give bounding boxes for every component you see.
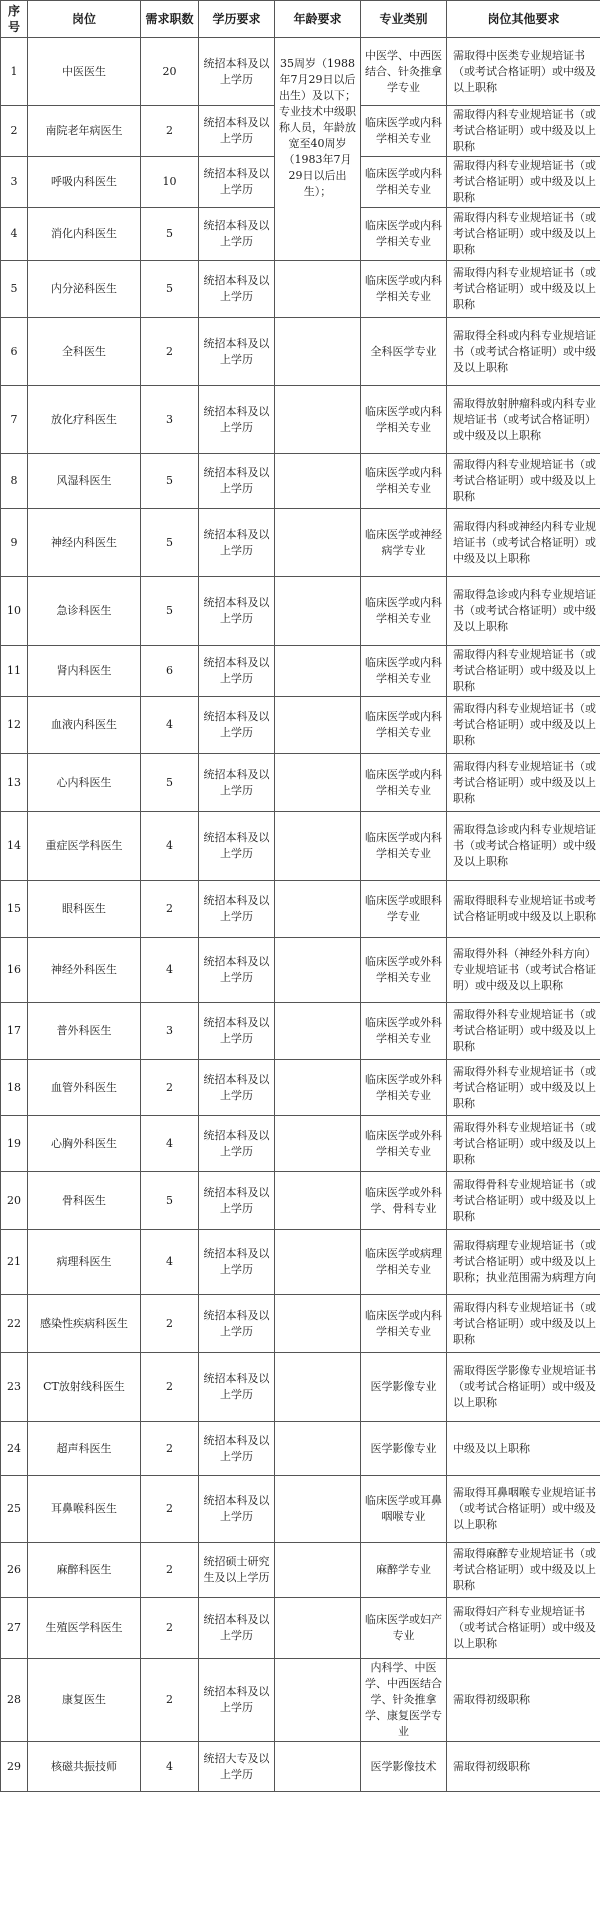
row-education: 统招本科及以上学历 xyxy=(199,1295,275,1353)
table-row xyxy=(1,1172,600,1230)
row-count: 6 xyxy=(141,646,199,697)
row-count: 2 xyxy=(141,1476,199,1543)
row-major: 医学影像专业 xyxy=(361,1422,447,1476)
row-education: 统招本科及以上学历 xyxy=(199,1116,275,1172)
row-age xyxy=(275,938,361,1003)
row-seq: 13 xyxy=(1,754,28,812)
row-education: 统招本科及以上学历 xyxy=(199,754,275,812)
row-count: 2 xyxy=(141,318,199,386)
row-major: 临床医学或内科学相关专业 xyxy=(361,208,447,261)
row-seq: 6 xyxy=(1,318,28,386)
row-post: 康复医生 xyxy=(28,1659,141,1742)
header-age: 年龄要求 xyxy=(275,1,361,38)
row-count: 4 xyxy=(141,1116,199,1172)
row-age xyxy=(275,577,361,646)
row-education: 统招本科及以上学历 xyxy=(199,1476,275,1543)
row-post: 放化疗科医生 xyxy=(28,386,141,454)
row-major: 全科医学专业 xyxy=(361,318,447,386)
row-other-requirements: 中级及以上职称 xyxy=(447,1422,600,1476)
row-seq: 26 xyxy=(1,1543,28,1598)
header-education: 学历要求 xyxy=(199,1,275,38)
row-other-requirements: 需取得外科（神经外科方向）专业规培证书（或考试合格证明）或中级及以上职称 xyxy=(447,938,600,1003)
row-major: 临床医学或神经病学专业 xyxy=(361,509,447,577)
row-age xyxy=(275,1172,361,1230)
table-row xyxy=(1,1543,600,1598)
row-education: 统招本科及以上学历 xyxy=(199,1659,275,1742)
row-age xyxy=(275,812,361,881)
table-row xyxy=(1,1116,600,1172)
row-major: 中医学、中西医结合、针灸推拿学专业 xyxy=(361,38,447,106)
row-post: 普外科医生 xyxy=(28,1003,141,1060)
row-other-requirements: 需取得妇产科专业规培证书（或考试合格证明）或中级及以上职称 xyxy=(447,1598,600,1659)
table-row xyxy=(1,509,600,577)
row-post: 消化内科医生 xyxy=(28,208,141,261)
row-major: 临床医学或外科学相关专业 xyxy=(361,1003,447,1060)
row-seq: 8 xyxy=(1,454,28,509)
row-education: 统招本科及以上学历 xyxy=(199,509,275,577)
row-count: 2 xyxy=(141,881,199,938)
row-seq: 3 xyxy=(1,157,28,208)
row-education: 统招本科及以上学历 xyxy=(199,1060,275,1116)
row-seq: 9 xyxy=(1,509,28,577)
row-post: 神经内科医生 xyxy=(28,509,141,577)
row-post: 超声科医生 xyxy=(28,1422,141,1476)
row-seq: 28 xyxy=(1,1659,28,1742)
row-major: 临床医学或内科学相关专业 xyxy=(361,577,447,646)
row-post: 急诊科医生 xyxy=(28,577,141,646)
table-row xyxy=(1,754,600,812)
row-seq: 20 xyxy=(1,1172,28,1230)
table-row xyxy=(1,1476,600,1543)
row-major: 临床医学或内科学相关专业 xyxy=(361,106,447,157)
table-row xyxy=(1,1598,600,1659)
row-seq: 22 xyxy=(1,1295,28,1353)
row-education: 统招本科及以上学历 xyxy=(199,646,275,697)
row-education: 统招本科及以上学历 xyxy=(199,1230,275,1295)
row-other-requirements: 需取得初级职称 xyxy=(447,1742,600,1792)
row-major: 临床医学或内科学相关专业 xyxy=(361,812,447,881)
row-post: 神经外科医生 xyxy=(28,938,141,1003)
row-age xyxy=(275,1598,361,1659)
table-row xyxy=(1,1295,600,1353)
row-other-requirements: 需取得中医类专业规培证书（或考试合格证明）或中级及以上职称 xyxy=(447,38,600,106)
row-other-requirements: 需取得病理专业规培证书（或考试合格证明）或中级及以上职称；执业范围需为病理方向 xyxy=(447,1230,600,1295)
row-other-requirements: 需取得外科专业规培证书（或考试合格证明）或中级及以上职称 xyxy=(447,1116,600,1172)
row-age xyxy=(275,509,361,577)
row-other-requirements: 需取得医学影像专业规培证书（或考试合格证明）或中级及以上职称 xyxy=(447,1353,600,1422)
row-major: 临床医学或病理学相关专业 xyxy=(361,1230,447,1295)
row-count: 2 xyxy=(141,1353,199,1422)
header-count: 需求职数 xyxy=(141,1,199,38)
row-post: 中医医生 xyxy=(28,38,141,106)
table-row xyxy=(1,1003,600,1060)
row-education: 统招本科及以上学历 xyxy=(199,38,275,106)
row-post: 心内科医生 xyxy=(28,754,141,812)
row-other-requirements: 需取得初级职称 xyxy=(447,1659,600,1742)
row-seq: 21 xyxy=(1,1230,28,1295)
row-major: 临床医学或耳鼻咽喉专业 xyxy=(361,1476,447,1543)
row-major: 临床医学或内科学相关专业 xyxy=(361,1295,447,1353)
row-seq: 29 xyxy=(1,1742,28,1792)
row-seq: 18 xyxy=(1,1060,28,1116)
row-seq: 11 xyxy=(1,646,28,697)
row-age xyxy=(275,1230,361,1295)
row-age xyxy=(275,1295,361,1353)
row-count: 4 xyxy=(141,812,199,881)
row-age xyxy=(275,1742,361,1792)
row-other-requirements: 需取得外科专业规培证书（或考试合格证明）或中级及以上职称 xyxy=(447,1060,600,1116)
row-post: 麻醉科医生 xyxy=(28,1543,141,1598)
row-education: 统招硕士研究生及以上学历 xyxy=(199,1543,275,1598)
row-education: 统招本科及以上学历 xyxy=(199,318,275,386)
table-row xyxy=(1,386,600,454)
header-major: 专业类别 xyxy=(361,1,447,38)
row-count: 3 xyxy=(141,386,199,454)
row-seq: 10 xyxy=(1,577,28,646)
row-age xyxy=(275,1116,361,1172)
row-seq: 1 xyxy=(1,38,28,106)
table-row xyxy=(1,1353,600,1422)
row-age xyxy=(275,1422,361,1476)
table-row xyxy=(1,1230,600,1295)
row-major: 临床医学或内科学相关专业 xyxy=(361,157,447,208)
table-row xyxy=(1,454,600,509)
table-row xyxy=(1,38,600,106)
table-row xyxy=(1,938,600,1003)
row-major: 临床医学或外科学相关专业 xyxy=(361,938,447,1003)
row-count: 2 xyxy=(141,1060,199,1116)
row-education: 统招本科及以上学历 xyxy=(199,454,275,509)
table-row xyxy=(1,646,600,697)
row-seq: 14 xyxy=(1,812,28,881)
row-major: 临床医学或外科学相关专业 xyxy=(361,1060,447,1116)
row-post: 呼吸内科医生 xyxy=(28,157,141,208)
row-other-requirements: 需取得急诊或内科专业规培证书（或考试合格证明）或中级及以上职称 xyxy=(447,812,600,881)
row-other-requirements: 需取得内科专业规培证书（或考试合格证明）或中级及以上职称 xyxy=(447,646,600,697)
row-major: 医学影像技术 xyxy=(361,1742,447,1792)
row-seq: 27 xyxy=(1,1598,28,1659)
row-major: 临床医学或内科学相关专业 xyxy=(361,261,447,318)
row-count: 2 xyxy=(141,1543,199,1598)
row-major: 临床医学或内科学相关专业 xyxy=(361,386,447,454)
row-post: 生殖医学科医生 xyxy=(28,1598,141,1659)
row-count: 4 xyxy=(141,1742,199,1792)
row-count: 5 xyxy=(141,1172,199,1230)
table-row xyxy=(1,1060,600,1116)
row-age xyxy=(275,318,361,386)
row-count: 5 xyxy=(141,754,199,812)
row-age xyxy=(275,881,361,938)
row-post: 骨科医生 xyxy=(28,1172,141,1230)
row-seq: 4 xyxy=(1,208,28,261)
row-count: 3 xyxy=(141,1003,199,1060)
table-row xyxy=(1,318,600,386)
row-count: 4 xyxy=(141,938,199,1003)
row-other-requirements: 需取得内科专业规培证书（或考试合格证明）或中级及以上职称 xyxy=(447,1295,600,1353)
row-age xyxy=(275,754,361,812)
row-count: 10 xyxy=(141,157,199,208)
table-row xyxy=(1,697,600,754)
row-seq: 12 xyxy=(1,697,28,754)
row-age xyxy=(275,1003,361,1060)
row-age xyxy=(275,261,361,318)
row-education: 统招大专及以上学历 xyxy=(199,1742,275,1792)
row-seq: 15 xyxy=(1,881,28,938)
row-count: 2 xyxy=(141,1295,199,1353)
row-seq: 16 xyxy=(1,938,28,1003)
row-other-requirements: 需取得内科专业规培证书（或考试合格证明）或中级及以上职称 xyxy=(447,208,600,261)
row-age xyxy=(275,646,361,697)
row-count: 4 xyxy=(141,697,199,754)
row-post: 眼科医生 xyxy=(28,881,141,938)
row-major: 临床医学或眼科学专业 xyxy=(361,881,447,938)
row-education: 统招本科及以上学历 xyxy=(199,812,275,881)
row-education: 统招本科及以上学历 xyxy=(199,1003,275,1060)
row-education: 统招本科及以上学历 xyxy=(199,1353,275,1422)
row-education: 统招本科及以上学历 xyxy=(199,157,275,208)
row-education: 统招本科及以上学历 xyxy=(199,106,275,157)
row-post: CT放射线科医生 xyxy=(28,1353,141,1422)
row-age xyxy=(275,1659,361,1742)
row-age xyxy=(275,454,361,509)
row-education: 统招本科及以上学历 xyxy=(199,261,275,318)
row-other-requirements: 需取得内科专业规培证书（或考试合格证明）或中级及以上职称 xyxy=(447,261,600,318)
row-seq: 17 xyxy=(1,1003,28,1060)
table-row xyxy=(1,881,600,938)
row-post: 重症医学科医生 xyxy=(28,812,141,881)
row-education: 统招本科及以上学历 xyxy=(199,1172,275,1230)
row-seq: 19 xyxy=(1,1116,28,1172)
row-post: 核磁共振技师 xyxy=(28,1742,141,1792)
row-count: 5 xyxy=(141,454,199,509)
row-post: 感染性疾病科医生 xyxy=(28,1295,141,1353)
table-row xyxy=(1,1659,600,1742)
row-education: 统招本科及以上学历 xyxy=(199,881,275,938)
row-major: 临床医学或内科学相关专业 xyxy=(361,754,447,812)
row-education: 统招本科及以上学历 xyxy=(199,1598,275,1659)
row-post: 南院老年病医生 xyxy=(28,106,141,157)
row-major: 临床医学或外科学相关专业 xyxy=(361,1116,447,1172)
row-count: 4 xyxy=(141,1230,199,1295)
table-row xyxy=(1,261,600,318)
row-post: 血管外科医生 xyxy=(28,1060,141,1116)
row-other-requirements: 需取得眼科专业规培证书或考试合格证明或中级及以上职称 xyxy=(447,881,600,938)
row-count: 20 xyxy=(141,38,199,106)
header-post: 岗位 xyxy=(28,1,141,38)
row-major: 临床医学或妇产专业 xyxy=(361,1598,447,1659)
row-education: 统招本科及以上学历 xyxy=(199,386,275,454)
row-major: 临床医学或内科学相关专业 xyxy=(361,697,447,754)
row-other-requirements: 需取得急诊或内科专业规培证书（或考试合格证明）或中级及以上职称 xyxy=(447,577,600,646)
table-row xyxy=(1,1422,600,1476)
row-other-requirements: 需取得内科专业规培证书（或考试合格证明）或中级及以上职称 xyxy=(447,754,600,812)
row-post: 病理科医生 xyxy=(28,1230,141,1295)
row-education: 统招本科及以上学历 xyxy=(199,697,275,754)
row-count: 2 xyxy=(141,1659,199,1742)
row-other-requirements: 需取得全科或内科专业规培证书（或考试合格证明）或中级及以上职称 xyxy=(447,318,600,386)
row-other-requirements: 需取得内科专业规培证书（或考试合格证明）或中级及以上职称 xyxy=(447,697,600,754)
row-major: 内科学、中医学、中西医结合学、针灸推拿学、康复医学专业 xyxy=(361,1659,447,1742)
row-age xyxy=(275,1353,361,1422)
row-age xyxy=(275,1543,361,1598)
header-seq: 序号 xyxy=(1,1,28,38)
row-post: 肾内科医生 xyxy=(28,646,141,697)
row-seq: 23 xyxy=(1,1353,28,1422)
row-other-requirements: 需取得内科或神经内科专业规培证书（或考试合格证明）或中级及以上职称 xyxy=(447,509,600,577)
row-count: 2 xyxy=(141,1422,199,1476)
row-count: 5 xyxy=(141,509,199,577)
row-age xyxy=(275,697,361,754)
row-major: 临床医学或内科学相关专业 xyxy=(361,646,447,697)
row-age xyxy=(275,386,361,454)
row-age xyxy=(275,1476,361,1543)
row-seq: 2 xyxy=(1,106,28,157)
row-education: 统招本科及以上学历 xyxy=(199,208,275,261)
row-other-requirements: 需取得外科专业规培证书（或考试合格证明）或中级及以上职称 xyxy=(447,1003,600,1060)
row-major: 临床医学或外科学、骨科专业 xyxy=(361,1172,447,1230)
row-other-requirements: 需取得内科专业规培证书（或考试合格证明）或中级及以上职称 xyxy=(447,454,600,509)
table-row xyxy=(1,577,600,646)
row-post: 耳鼻喉科医生 xyxy=(28,1476,141,1543)
age-requirement: 35周岁（1988年7月29日以后出生）及以下；专业技术中级职称人员，年龄放宽至40周岁（1983年7月29日以后出生）； xyxy=(275,38,361,261)
row-post: 风湿科医生 xyxy=(28,454,141,509)
row-post: 血液内科医生 xyxy=(28,697,141,754)
row-other-requirements: 需取得内科专业规培证书（或考试合格证明）或中级及以上职称 xyxy=(447,157,600,208)
row-seq: 5 xyxy=(1,261,28,318)
table-body xyxy=(1,38,600,1792)
row-count: 5 xyxy=(141,261,199,318)
row-major: 临床医学或内科学相关专业 xyxy=(361,454,447,509)
row-seq: 7 xyxy=(1,386,28,454)
table-row xyxy=(1,1742,600,1792)
row-post: 全科医生 xyxy=(28,318,141,386)
row-other-requirements: 需取得麻醉专业规培证书（或考试合格证明）或中级及以上职称 xyxy=(447,1543,600,1598)
row-count: 5 xyxy=(141,577,199,646)
row-count: 2 xyxy=(141,106,199,157)
row-count: 2 xyxy=(141,1598,199,1659)
row-education: 统招本科及以上学历 xyxy=(199,577,275,646)
row-age xyxy=(275,1060,361,1116)
row-count: 5 xyxy=(141,208,199,261)
row-other-requirements: 需取得内科专业规培证书（或考试合格证明）或中级及以上职称 xyxy=(447,106,600,157)
row-other-requirements: 需取得骨科专业规培证书（或考试合格证明）或中级及以上职称 xyxy=(447,1172,600,1230)
row-other-requirements: 需取得耳鼻咽喉专业规培证书（或考试合格证明）或中级及以上职称 xyxy=(447,1476,600,1543)
row-post: 内分泌科医生 xyxy=(28,261,141,318)
header-other-requirements: 岗位其他要求 xyxy=(447,1,600,38)
table-row xyxy=(1,812,600,881)
row-other-requirements: 需取得放射肿瘤科或内科专业规培证书（或考试合格证明）或中级及以上职称 xyxy=(447,386,600,454)
header-row xyxy=(1,1,600,38)
row-major: 医学影像专业 xyxy=(361,1353,447,1422)
row-education: 统招本科及以上学历 xyxy=(199,938,275,1003)
row-seq: 24 xyxy=(1,1422,28,1476)
row-seq: 25 xyxy=(1,1476,28,1543)
row-post: 心胸外科医生 xyxy=(28,1116,141,1172)
row-major: 麻醉学专业 xyxy=(361,1543,447,1598)
row-education: 统招本科及以上学历 xyxy=(199,1422,275,1476)
